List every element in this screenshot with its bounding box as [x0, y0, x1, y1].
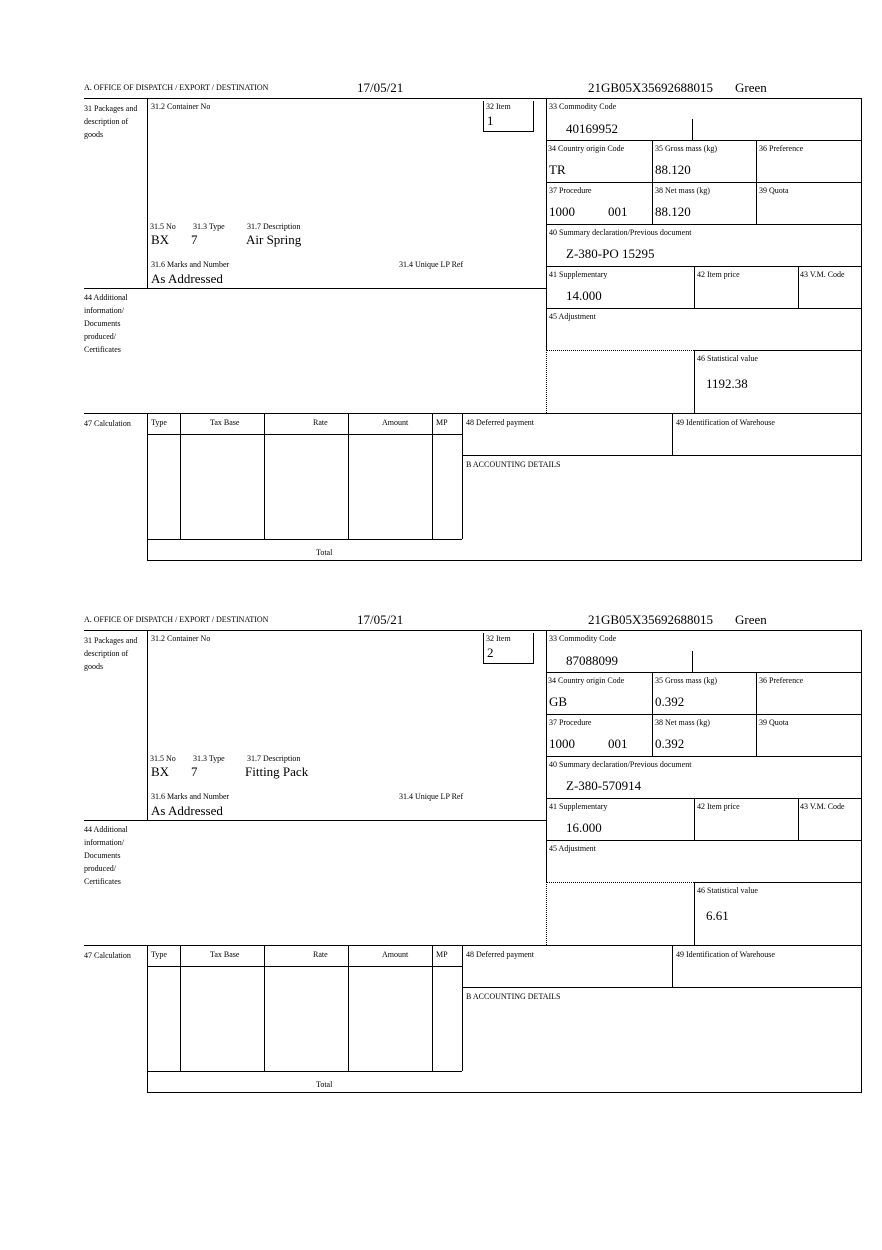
summary-value: Z-380-PO 15295	[566, 246, 655, 261]
gross-mass-label: 35 Gross mass (kg)	[655, 676, 717, 685]
additional-info-label: 44 Additional information/ Documents produced/ Certificates	[84, 825, 128, 886]
amount-header: Amount	[382, 950, 409, 959]
summary-label: 40 Summary declaration/Previous document	[549, 228, 692, 237]
total-label: Total	[316, 548, 333, 557]
description-label: 31.7 Description	[247, 222, 301, 231]
accounting-label: B ACCOUNTING DETAILS	[466, 460, 561, 469]
marks-label: 31.6 Marks and Number	[151, 792, 230, 801]
quota-label: 39 Quota	[759, 718, 789, 727]
item-price-label: 42 Item price	[697, 270, 740, 279]
marks-value: As Addressed	[151, 271, 223, 286]
gross-mass-value: 88.120	[655, 162, 691, 177]
supplementary-label: 41 Supplementary	[549, 270, 608, 279]
item-label: 32 Item	[486, 102, 511, 111]
procedure-label: 37 Procedure	[549, 186, 592, 195]
supplementary-label: 41 Supplementary	[549, 802, 608, 811]
item-block-2	[0, 532, 882, 1089]
country-value: TR	[549, 162, 566, 177]
total-label: Total	[316, 1080, 333, 1089]
pkg-no-value: BX	[151, 764, 170, 779]
item-label: 32 Item	[486, 634, 511, 643]
mp-header: MP	[436, 418, 448, 427]
country-label: 34 Country origin Code	[548, 144, 625, 153]
warehouse-label: 49 Identification of Warehouse	[676, 418, 775, 427]
accounting-label: B ACCOUNTING DETAILS	[466, 992, 561, 1001]
calculation-label: 47 Calculation	[84, 951, 131, 960]
pkg-no-label: 31.5 No	[150, 754, 176, 763]
adjustment-label: 45 Adjustment	[549, 312, 596, 321]
route-status: Green	[735, 80, 767, 95]
declaration-date: 17/05/21	[357, 612, 404, 627]
statistical-label: 46 Statistical value	[697, 354, 758, 363]
supplementary-value: 16.000	[566, 820, 602, 835]
rate-header: Rate	[313, 418, 328, 427]
country-value: GB	[549, 694, 568, 709]
container-label: 31.2 Container No	[151, 634, 211, 643]
procedure-value-1: 1000	[549, 736, 575, 751]
container-label: 31.2 Container No	[151, 102, 211, 111]
quota-label: 39 Quota	[759, 186, 789, 195]
commodity-label: 33 Commodity Code	[549, 102, 617, 111]
summary-value: Z-380-570914	[566, 778, 642, 793]
adjustment-label: 45 Adjustment	[549, 844, 596, 853]
pkg-type-label: 31.3 Type	[193, 222, 225, 231]
pkg-no-label: 31.5 No	[150, 222, 176, 231]
commodity-label: 33 Commodity Code	[549, 634, 617, 643]
pkg-no-value: BX	[151, 232, 170, 247]
country-label: 34 Country origin Code	[548, 676, 625, 685]
pkg-type-value: 7	[191, 232, 198, 247]
calc-type-header: Type	[151, 418, 167, 427]
supplementary-value: 14.000	[566, 288, 602, 303]
item-block-1	[0, 0, 882, 557]
marks-value: As Addressed	[151, 803, 223, 818]
preference-label: 36 Preference	[759, 676, 804, 685]
net-mass-value: 0.392	[655, 736, 685, 751]
pkg-type-value: 7	[191, 764, 198, 779]
preference-label: 36 Preference	[759, 144, 804, 153]
commodity-code: 40169952	[566, 121, 618, 136]
summary-label: 40 Summary declaration/Previous document	[549, 760, 692, 769]
additional-info-label: 44 Additional information/ Documents produced/ Certificates	[84, 293, 128, 354]
amount-header: Amount	[382, 418, 409, 427]
statistical-value: 6.61	[706, 908, 729, 923]
vm-code-label: 43 V.M. Code	[800, 802, 845, 811]
net-mass-label: 38 Net mass (kg)	[655, 718, 710, 727]
description-label: 31.7 Description	[247, 754, 301, 763]
procedure-value-1: 1000	[549, 204, 575, 219]
tax-base-header: Tax Base	[210, 418, 240, 427]
office-label: A. OFFICE OF DISPATCH / EXPORT / DESTINATION	[84, 83, 269, 92]
deferred-label: 48 Deferred payment	[466, 950, 534, 959]
item-number: 2	[487, 645, 494, 660]
mp-header: MP	[436, 950, 448, 959]
gross-mass-value: 0.392	[655, 694, 685, 709]
vm-code-label: 43 V.M. Code	[800, 270, 845, 279]
marks-label: 31.6 Marks and Number	[151, 260, 230, 269]
warehouse-label: 49 Identification of Warehouse	[676, 950, 775, 959]
rate-header: Rate	[313, 950, 328, 959]
item-price-label: 42 Item price	[697, 802, 740, 811]
procedure-label: 37 Procedure	[549, 718, 592, 727]
statistical-value: 1192.38	[706, 376, 748, 391]
declaration-reference: 21GB05X35692688015	[588, 80, 713, 95]
tax-base-header: Tax Base	[210, 950, 240, 959]
item-number: 1	[487, 113, 494, 128]
net-mass-value: 88.120	[655, 204, 691, 219]
unique-lp-label: 31.4 Unique LP Ref	[399, 260, 464, 269]
net-mass-label: 38 Net mass (kg)	[655, 186, 710, 195]
procedure-value-2: 001	[608, 204, 628, 219]
statistical-label: 46 Statistical value	[697, 886, 758, 895]
gross-mass-label: 35 Gross mass (kg)	[655, 144, 717, 153]
pkg-type-label: 31.3 Type	[193, 754, 225, 763]
description-value: Air Spring	[246, 232, 302, 247]
calc-type-header: Type	[151, 950, 167, 959]
packages-label: 31 Packages and description of goods	[84, 636, 138, 671]
unique-lp-label: 31.4 Unique LP Ref	[399, 792, 464, 801]
declaration-reference: 21GB05X35692688015	[588, 612, 713, 627]
description-value: Fitting Pack	[245, 764, 309, 779]
calculation-label: 47 Calculation	[84, 419, 131, 428]
office-label: A. OFFICE OF DISPATCH / EXPORT / DESTINATION	[84, 615, 269, 624]
commodity-code: 87088099	[566, 653, 618, 668]
deferred-label: 48 Deferred payment	[466, 418, 534, 427]
packages-label: 31 Packages and description of goods	[84, 104, 138, 139]
procedure-value-2: 001	[608, 736, 628, 751]
declaration-date: 17/05/21	[357, 80, 404, 95]
route-status: Green	[735, 612, 767, 627]
